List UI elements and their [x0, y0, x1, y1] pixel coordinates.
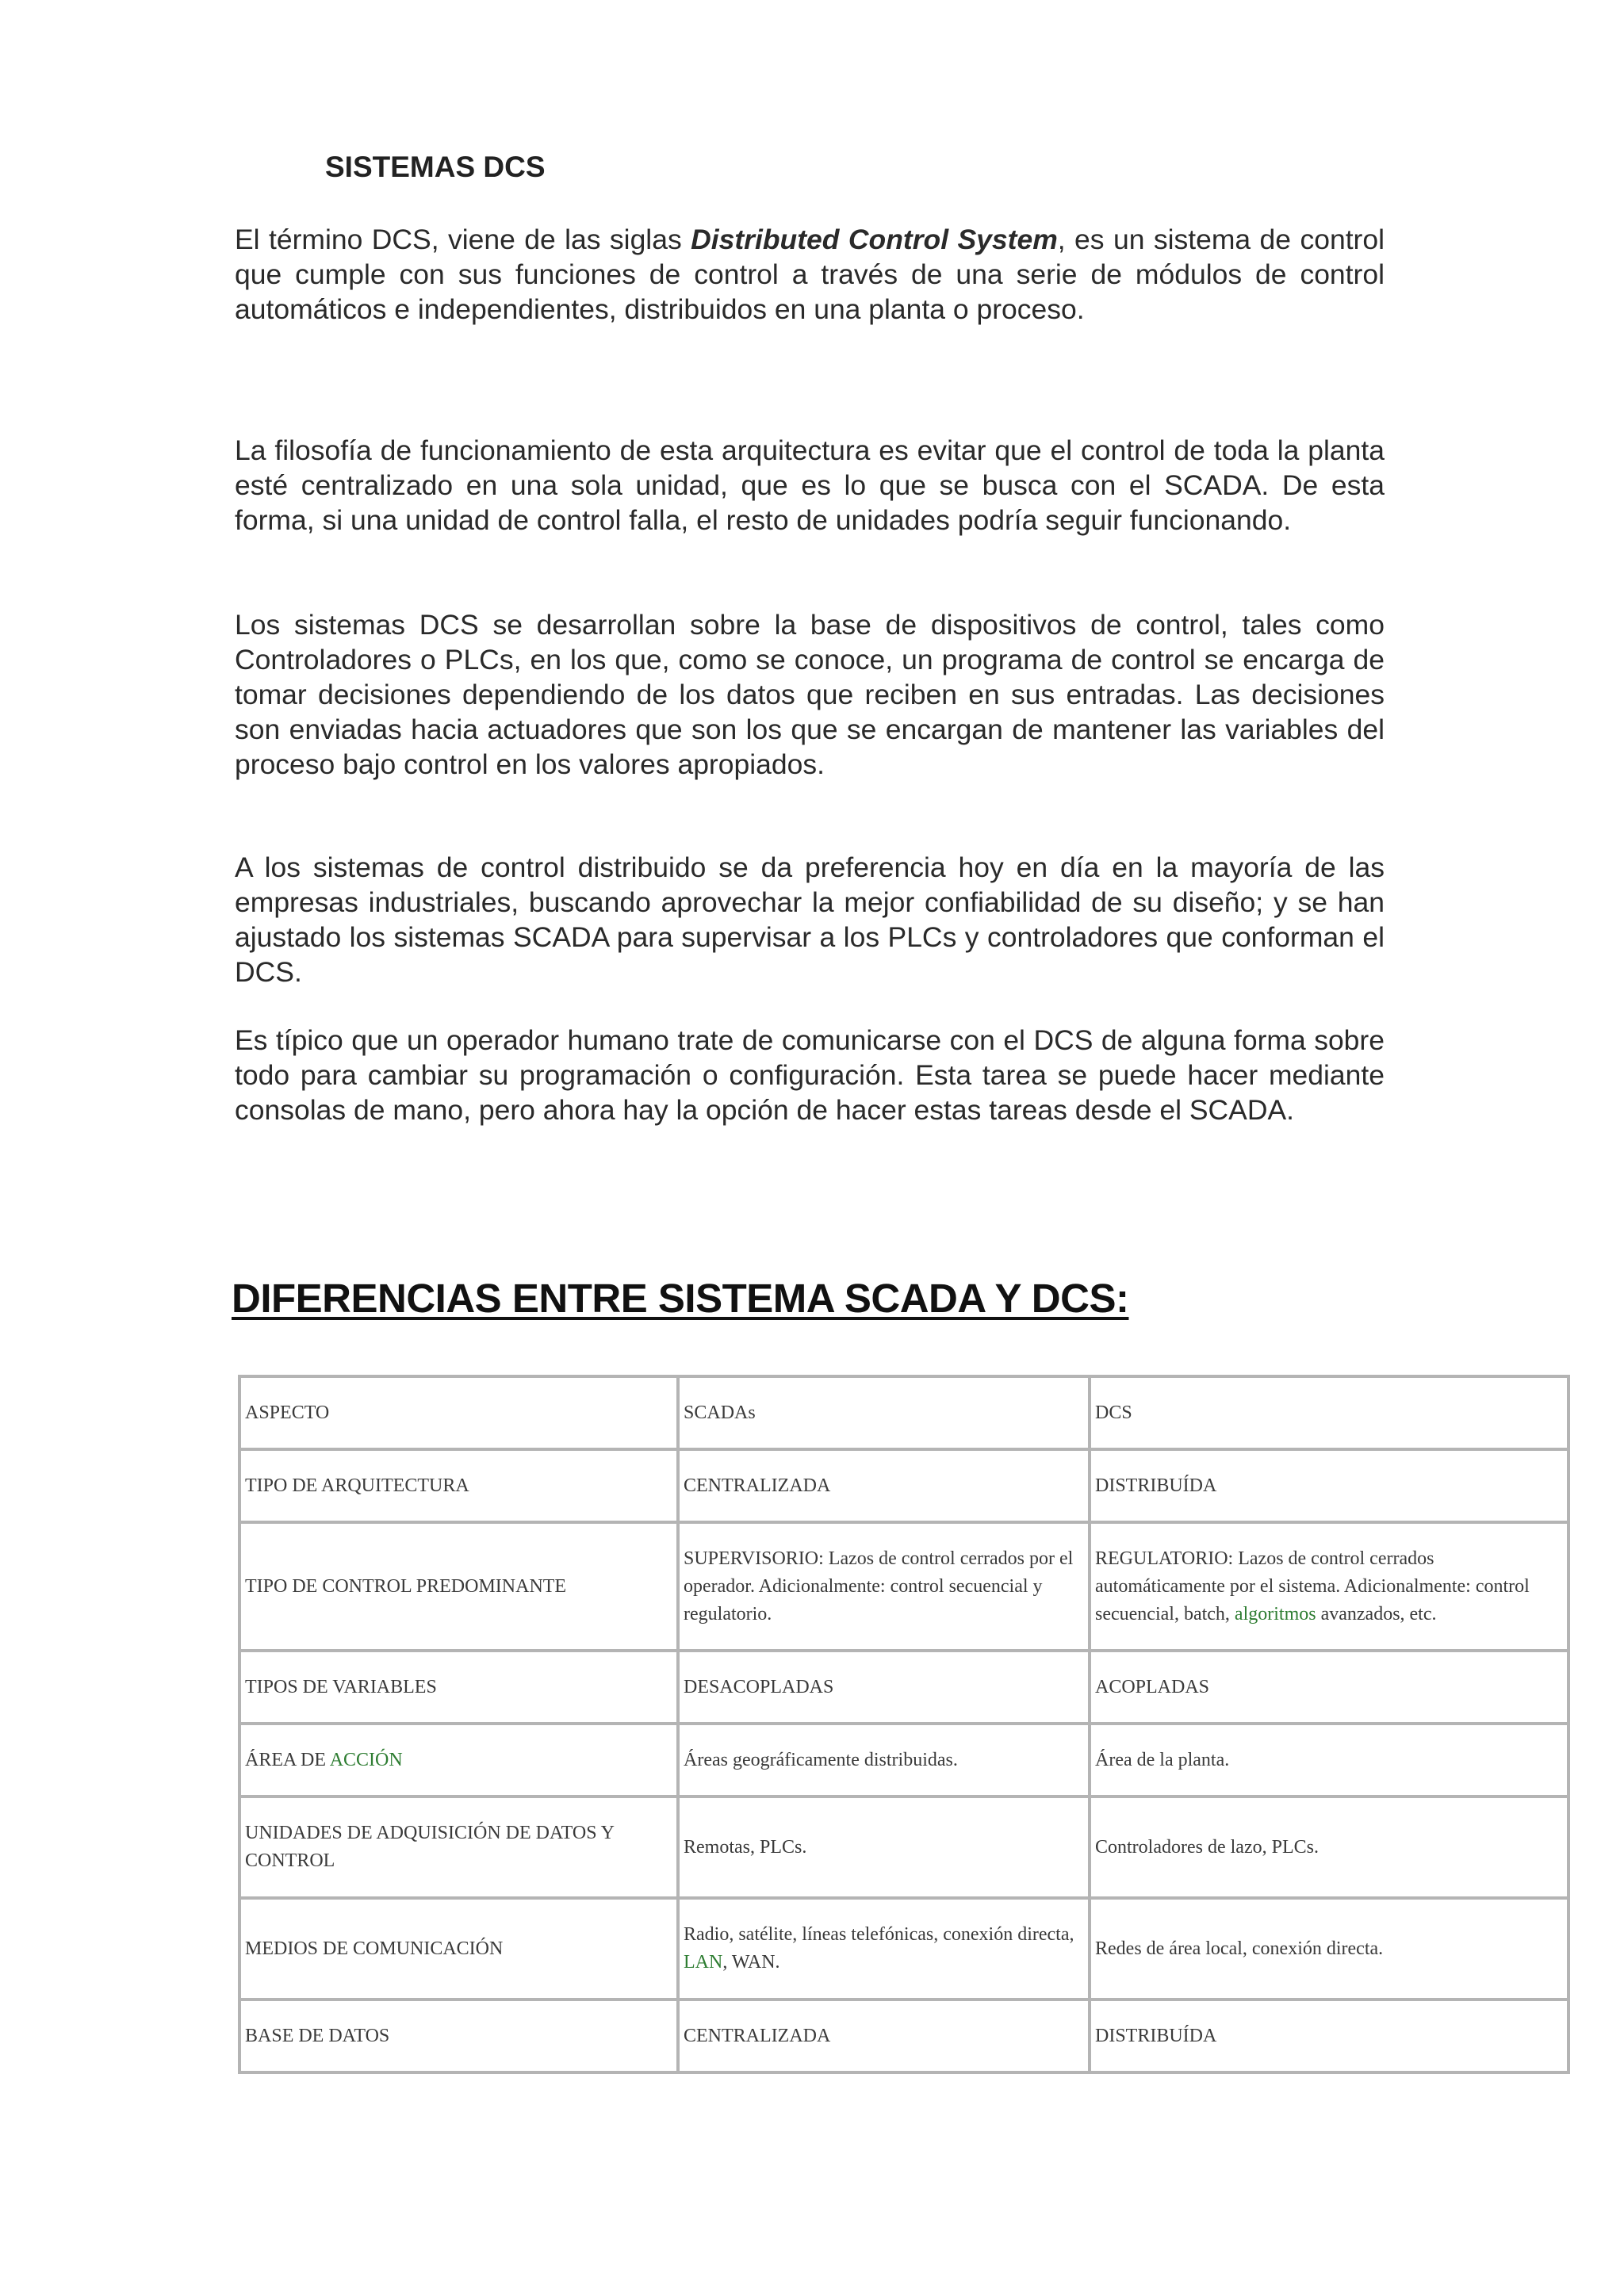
header-cell-scada: SCADAs [678, 1376, 1090, 1449]
dcs-cell: Controladores de lazo, PLCs. [1090, 1797, 1568, 1898]
header-cell-aspect: ASPECTO [239, 1376, 678, 1449]
aspect-cell: TIPO DE ARQUITECTURA [239, 1449, 678, 1522]
scada-cell: DESACOPLADAS [678, 1651, 1090, 1724]
emphasized-term: Distributed Control System [691, 224, 1058, 255]
lan-link[interactable]: LAN [684, 1952, 723, 1973]
dcs-cell: Área de la planta. [1090, 1724, 1568, 1797]
table-row [239, 1522, 1568, 1651]
dcs-cell: DISTRIBUÍDA [1090, 1449, 1568, 1522]
aspect-cell: BASE DE DATOS [239, 1999, 678, 2072]
aspect-cell: MEDIOS DE COMUNICACIÓN [239, 1898, 678, 1999]
table-header-row [239, 1376, 1568, 1449]
table-row [239, 1898, 1568, 1999]
table-row [239, 1797, 1568, 1898]
dcs-cell-text-end: avanzados, etc. [1316, 1603, 1437, 1624]
paragraph-operator: Es típico que un operador humano trate de comunicarse con el DCS de alguna forma sobre todo para cambiar su programación o configuración. Esta tarea se puede hacer mediante consolas de mano, pero ahora hay la opción de hacer estas tareas desde el SCADA. [235, 1024, 1385, 1126]
scada-cell: SUPERVISORIO: Lazos de control cerrados por el operador. Adicionalmente: control secuencial y regulatorio. [678, 1522, 1090, 1651]
header-cell-dcs: DCS [1090, 1376, 1568, 1449]
scada-cell: Áreas geográficamente distribuidas. [678, 1724, 1090, 1797]
paragraph-intro [235, 222, 1385, 327]
scada-cell-text-end: , WAN. [722, 1952, 780, 1973]
aspect-cell: UNIDADES DE ADQUISICIÓN DE DATOS Y CONTROL [239, 1797, 678, 1898]
scada-cell-text-start: Radio, satélite, líneas telefónicas, conexión directa, [684, 1924, 1074, 1945]
dcs-cell-text-start: REGULATORIO: Lazos de control cerrados automáticamente por el sistema. Adicionalmente: control secuencial, batch, [1095, 1548, 1530, 1624]
paragraph-intro-end: , es un sistema de control que cumple con sus funciones de control a través de una serie de módulos de control automáticos e independientes, distribuidos en una planta o proceso. [235, 224, 1385, 325]
paragraph-preference: A los sistemas de control distribuido se da preferencia hoy en día en la mayoría de las empresas industriales, buscando aprovechar la mejor confiabilidad de su diseño; y se han ajustado los sistemas SCADA para supervisar a los PLCs y controladores que conforman el DCS. [235, 851, 1385, 988]
aspect-cell: TIPO DE CONTROL PREDOMINANTE [239, 1522, 678, 1651]
dcs-cell [1090, 1522, 1568, 1651]
scada-cell: CENTRALIZADA [678, 1999, 1090, 2072]
aspect-cell-text: ÁREA DE [245, 1749, 330, 1770]
aspect-cell: TIPOS DE VARIABLES [239, 1651, 678, 1724]
document-title: SISTEMAS DCS [325, 151, 546, 183]
table-row [239, 1651, 1568, 1724]
dcs-cell: DISTRIBUÍDA [1090, 1999, 1568, 2072]
table-row [239, 1999, 1568, 2072]
dcs-cell: Redes de área local, conexión directa. [1090, 1898, 1568, 1999]
aspect-cell [239, 1724, 678, 1797]
differences-heading: DIFERENCIAS ENTRE SISTEMA SCADA Y DCS: [232, 1276, 1129, 1321]
algoritmos-link[interactable]: algoritmos [1234, 1603, 1316, 1624]
dcs-cell: ACOPLADAS [1090, 1651, 1568, 1724]
table-row [239, 1724, 1568, 1797]
paragraph-philosophy: La filosofía de funcionamiento de esta arquitectura es evitar que el control de toda la planta esté centralizado en una sola unidad, que es lo que se busca con el SCADA. De esta forma, si una unidad de control falla, el resto de unidades podría seguir funcionando. [235, 434, 1385, 536]
comparison-table [238, 1375, 1570, 2074]
paragraph-devices: Los sistemas DCS se desarrollan sobre la base de dispositivos de control, tales como Controladores o PLCs, en los que, como se conoce, un programa de control se encarga de tomar decisiones dependiendo de los datos que reciben en sus entradas. Las decisiones son enviadas hacia actuadores que son los que se encargan de mantener las variables del proceso bajo control en los valores apropiados. [235, 609, 1385, 780]
accion-link[interactable]: ACCIÓN [329, 1749, 403, 1770]
scada-cell: Remotas, PLCs. [678, 1797, 1090, 1898]
paragraph-intro-start: El término DCS, viene de las siglas [235, 224, 691, 255]
scada-cell: CENTRALIZADA [678, 1449, 1090, 1522]
table-row [239, 1449, 1568, 1522]
scada-cell [678, 1898, 1090, 1999]
